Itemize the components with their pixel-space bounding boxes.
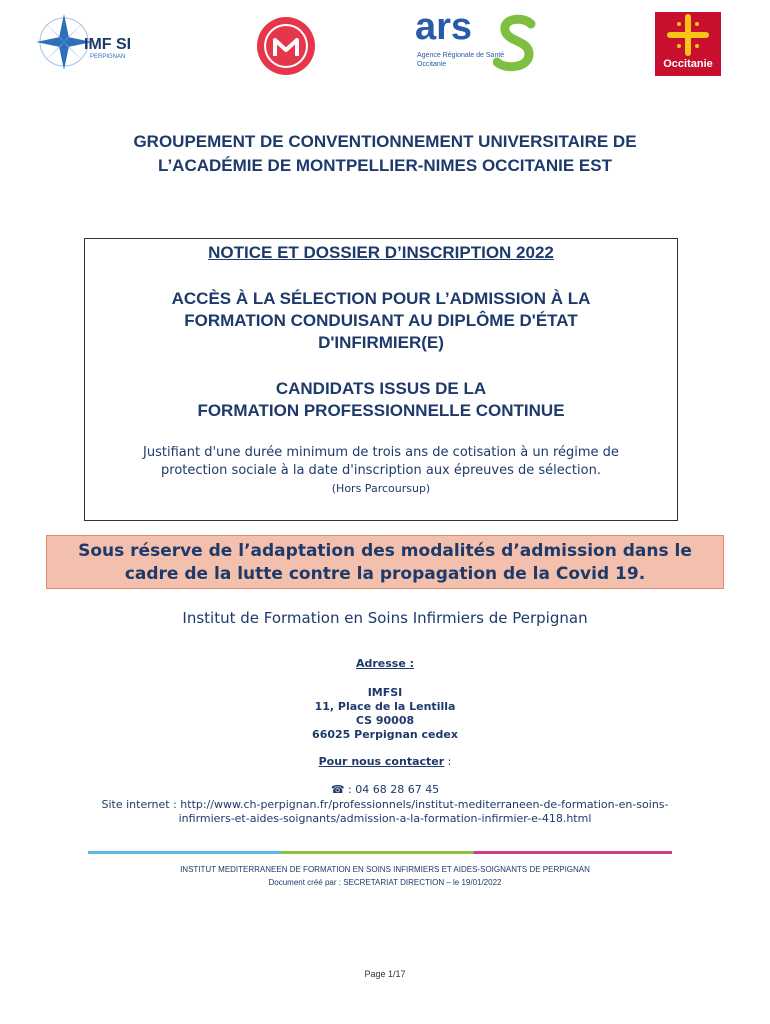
contact-heading	[0, 755, 770, 768]
candidates-line-1: CANDIDATS ISSUS DE LA	[275, 379, 487, 398]
ars-logo-text: ars	[415, 6, 473, 48]
ars-logo-region: Occitanie	[417, 61, 447, 68]
imfsi-logo-subtext: PERPIGNAN	[90, 54, 126, 60]
justification-line-2: protection sociale à la date d'inscription aux épreuves de sélection.	[161, 463, 601, 478]
address-line-4: 66025 Perpignan cedex	[312, 728, 458, 741]
occitanie-logo	[655, 12, 721, 76]
contact-colon: :	[444, 755, 452, 768]
warning-line-2: cadre de la lutte contre la propagation de la Covid 19.	[124, 564, 646, 584]
address-line-2: 11, Place de la Lentilla	[314, 700, 456, 713]
university-montpellier-logo	[255, 14, 317, 78]
address-line-1: IMFSI	[367, 686, 403, 699]
justification-line-1: Justifiant d'une durée minimum de trois ans de cotisation à un régime de	[143, 445, 619, 460]
footer-created-by: Document créé par : SECRETARIAT DIRECTION – le 19/01/2022	[268, 878, 502, 887]
access-line-1: ACCÈS À LA SÉLECTION POUR L’ADMISSION À LA	[171, 289, 591, 308]
phone-number[interactable]: ☎ : 04 68 28 67 45	[330, 783, 440, 796]
occitanie-logo-text: Occitanie	[663, 58, 713, 70]
website-line-2[interactable]: infirmiers-et-aides-soignants/admission-a-la-formation-infirmier-e-418.html	[178, 812, 592, 825]
institute-name: Institut de Formation en Soins Infirmiers de Perpignan	[182, 609, 588, 627]
document-heading	[0, 130, 770, 178]
address-label: Adresse :	[355, 657, 415, 670]
occitan-cross-icon	[655, 12, 721, 58]
parcoursup-note: (Hors Parcoursup)	[331, 482, 431, 495]
heading-line-1: GROUPEMENT DE CONVENTIONNEMENT UNIVERSITAIRE DE	[133, 132, 637, 151]
website-line-1[interactable]: Site internet : http://www.ch-perpignan.fr/professionnels/institut-mediterraneen-de-formation-en-soins-	[101, 798, 669, 811]
imfsi-logo-text: IMF SI	[84, 36, 132, 53]
notice-title: NOTICE ET DOSSIER D’INSCRIPTION 2022	[208, 243, 554, 262]
contact-label: Pour nous contacter	[318, 755, 445, 768]
ars-logo	[415, 6, 537, 74]
covid-warning-banner	[46, 535, 724, 589]
page-number: Page 1/17	[364, 969, 406, 979]
footer-divider	[88, 851, 672, 854]
university-seal-icon	[255, 14, 317, 78]
footer-institute: INSTITUT MEDITERRANEEN DE FORMATION EN SOINS INFIRMIERS ET AIDES-SOIGNANTS DE PERPIGNAN	[180, 865, 590, 874]
warning-line-1: Sous réserve de l’adaptation des modalités d’admission dans le	[78, 541, 692, 561]
candidates-line-2: FORMATION PROFESSIONNELLE CONTINUE	[197, 401, 565, 420]
ars-logo-agency: Agence Régionale de Santé	[417, 52, 505, 59]
notice-box	[84, 238, 678, 521]
imfsi-logo	[30, 12, 134, 84]
access-line-2: FORMATION CONDUISANT AU DIPLÔME D'ÉTAT	[184, 311, 578, 330]
ars-s-icon	[493, 14, 537, 74]
address-line-3: CS 90008	[355, 714, 415, 727]
heading-line-2: L’ACADÉMIE DE MONTPELLIER-NIMES OCCITANIE EST	[158, 156, 612, 175]
access-line-3: D'INFIRMIER(E)	[318, 333, 444, 352]
